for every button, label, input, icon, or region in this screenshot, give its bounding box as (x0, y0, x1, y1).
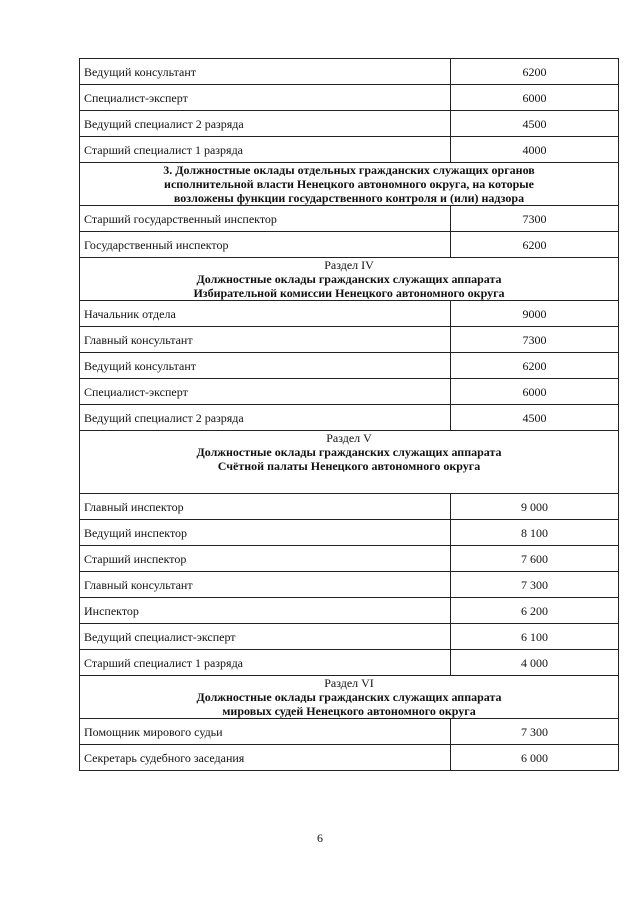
position-title: Старший специалист 1 разряда (80, 137, 451, 163)
section-header-row (80, 258, 619, 301)
section-4-header (80, 258, 619, 301)
table-row (80, 520, 619, 546)
section-title-line: Избирательной комиссии Ненецкого автономного округа (193, 286, 505, 300)
position-title: Ведущий консультант (80, 59, 451, 85)
salary-value: 6 100 (451, 624, 619, 650)
position-title: Начальник отдела (80, 301, 451, 327)
table-row (80, 650, 619, 676)
salary-value: 4500 (451, 405, 619, 431)
section-title-line: Должностные оклады гражданских служащих аппарата (196, 445, 502, 459)
salary-value: 4500 (451, 111, 619, 137)
position-title: Ведущий инспектор (80, 520, 451, 546)
table-row (80, 745, 619, 771)
position-title: Секретарь судебного заседания (80, 745, 451, 771)
table-row (80, 719, 619, 745)
section-header-row (80, 431, 619, 494)
position-title: Ведущий консультант (80, 353, 451, 379)
section-title-line: исполнительной власти Ненецкого автономного округа, на которые (164, 177, 534, 191)
salary-value: 9 000 (451, 494, 619, 520)
position-title: Государственный инспектор (80, 232, 451, 258)
salary-value: 7 300 (451, 572, 619, 598)
position-title: Главный инспектор (80, 494, 451, 520)
table-row (80, 405, 619, 431)
position-title: Ведущий специалист-эксперт (80, 624, 451, 650)
table-row (80, 624, 619, 650)
salary-table (79, 58, 619, 771)
section-heading: Раздел VI (324, 676, 374, 690)
salary-value: 6000 (451, 85, 619, 111)
table-row (80, 379, 619, 405)
table-row (80, 301, 619, 327)
section-title-line: возложены функции государственного контроля и (или) надзора (173, 191, 525, 205)
section-3-header (80, 163, 619, 206)
salary-value: 7 600 (451, 546, 619, 572)
position-title: Ведущий специалист 2 разряда (80, 405, 451, 431)
salary-value: 7300 (451, 206, 619, 232)
table-row (80, 232, 619, 258)
section-6-header (80, 676, 619, 719)
salary-value: 6200 (451, 232, 619, 258)
table-row (80, 206, 619, 232)
table-row (80, 494, 619, 520)
section-heading: Раздел V (326, 431, 372, 445)
salary-value: 8 100 (451, 520, 619, 546)
salary-value: 9000 (451, 301, 619, 327)
table-row (80, 546, 619, 572)
table-row (80, 353, 619, 379)
table-row (80, 327, 619, 353)
salary-value: 7300 (451, 327, 619, 353)
position-title: Инспектор (80, 598, 451, 624)
salary-value: 6 200 (451, 598, 619, 624)
table-row (80, 111, 619, 137)
salary-value: 4000 (451, 137, 619, 163)
table-row (80, 85, 619, 111)
document-page (79, 58, 608, 771)
section-title-line: мировых судей Ненецкого автономного округа (222, 704, 476, 718)
salary-value: 6000 (451, 379, 619, 405)
salary-value: 6 000 (451, 745, 619, 771)
position-title: Главный консультант (80, 572, 451, 598)
page-number: 6 (317, 831, 323, 845)
table-row (80, 572, 619, 598)
table-row (80, 59, 619, 85)
table-row (80, 598, 619, 624)
position-title: Специалист-эксперт (80, 85, 451, 111)
table-row (80, 137, 619, 163)
salary-value: 7 300 (451, 719, 619, 745)
salary-value: 4 000 (451, 650, 619, 676)
position-title: Старший инспектор (80, 546, 451, 572)
position-title: Старший специалист 1 разряда (80, 650, 451, 676)
position-title: Главный консультант (80, 327, 451, 353)
salary-value: 6200 (451, 353, 619, 379)
section-header-row (80, 676, 619, 719)
position-title: Старший государственный инспектор (80, 206, 451, 232)
section-header-row (80, 163, 619, 206)
section-title-line: Должностные оклады гражданских служащих аппарата (196, 272, 502, 286)
section-title-line: Счётной палаты Ненецкого автономного округа (217, 459, 481, 473)
section-title-line: 3. Должностные оклады отдельных гражданских служащих органов (163, 163, 535, 177)
section-5-header (80, 431, 619, 494)
section-title-line: Должностные оклады гражданских служащих аппарата (196, 690, 502, 704)
section-heading: Раздел IV (324, 258, 374, 272)
salary-value: 6200 (451, 59, 619, 85)
position-title: Помощник мирового судьи (80, 719, 451, 745)
position-title: Специалист-эксперт (80, 379, 451, 405)
position-title: Ведущий специалист 2 разряда (80, 111, 451, 137)
